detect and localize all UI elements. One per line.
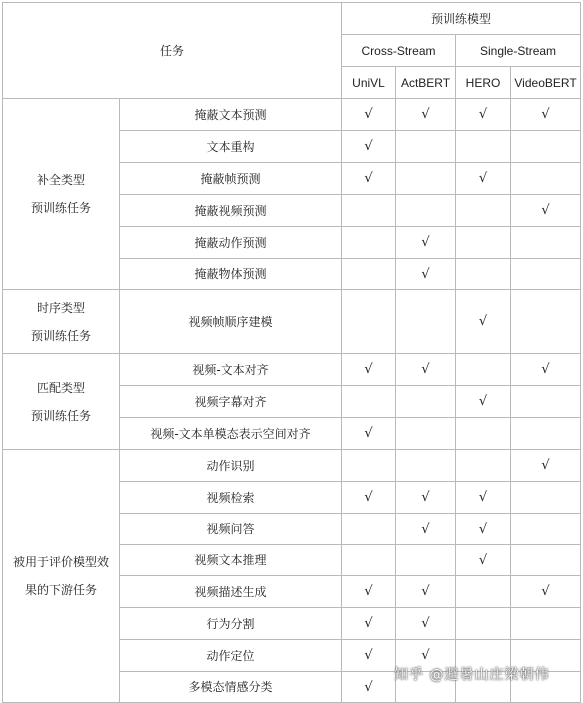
- task-name: 视频文本推理: [120, 545, 342, 576]
- model-header-univl: UniVL: [342, 67, 396, 99]
- cell-univl: [342, 514, 396, 545]
- cell-hero: [456, 514, 511, 545]
- cell-actbert: [396, 290, 456, 354]
- check-mark-icon: √: [364, 616, 373, 631]
- cell-actbert: [396, 514, 456, 545]
- check-mark-icon: √: [421, 584, 430, 599]
- task-name: 视频描述生成: [120, 576, 342, 608]
- task-name: 视频问答: [120, 514, 342, 545]
- check-mark-icon: √: [541, 458, 550, 473]
- pretraining-task-table: [2, 2, 581, 703]
- cell-videobert: [511, 290, 581, 354]
- cell-hero: [456, 608, 511, 640]
- cell-hero: [456, 450, 511, 482]
- cell-univl: [342, 227, 396, 259]
- check-mark-icon: √: [478, 314, 488, 329]
- check-mark-icon: √: [541, 584, 550, 599]
- category-label-line: 预训练任务: [30, 408, 91, 423]
- check-mark-icon: √: [421, 616, 430, 631]
- check-mark-icon: √: [421, 362, 430, 377]
- cell-videobert: [511, 259, 581, 290]
- model-header-actbert: ActBERT: [396, 67, 456, 99]
- category-label: [3, 450, 120, 703]
- cell-actbert: [396, 354, 456, 386]
- cell-univl: [342, 672, 396, 703]
- check-mark-icon: √: [364, 426, 373, 441]
- check-mark-icon: √: [478, 107, 488, 122]
- check-mark-icon: √: [478, 490, 488, 505]
- task-name: 视频字幕对齐: [120, 386, 342, 418]
- cell-videobert: [511, 99, 581, 131]
- cell-videobert: [511, 195, 581, 227]
- task-name: 多模态情感分类: [120, 672, 342, 703]
- category-label-line: 预训练任务: [30, 201, 91, 215]
- category-label-line: 果的下游任务: [24, 583, 97, 597]
- cell-actbert: [396, 259, 456, 290]
- category-label: [3, 290, 120, 354]
- cell-univl: [342, 418, 396, 450]
- cell-videobert: [511, 227, 581, 259]
- cell-videobert: [511, 418, 581, 450]
- cell-univl: [342, 482, 396, 514]
- cell-actbert: [396, 608, 456, 640]
- cell-hero: [456, 290, 511, 354]
- task-name: 动作定位: [120, 640, 342, 672]
- cell-videobert: [511, 545, 581, 576]
- cell-hero: [456, 545, 511, 576]
- task-name: 视频帧顺序建模: [120, 290, 342, 354]
- cell-univl: [342, 99, 396, 131]
- task-name: 动作识别: [120, 450, 342, 482]
- cell-univl: [342, 354, 396, 386]
- check-mark-icon: √: [364, 648, 373, 663]
- single-stream-header: Single-Stream: [456, 35, 581, 67]
- table-row: [3, 450, 581, 482]
- cell-hero: [456, 131, 511, 163]
- task-name: 掩蔽文本预测: [120, 99, 342, 131]
- cell-univl: [342, 450, 396, 482]
- cell-univl: [342, 290, 396, 354]
- task-name: 视频-文本单模态表示空间对齐: [120, 418, 342, 450]
- task-name: 视频检索: [120, 482, 342, 514]
- cell-univl: [342, 386, 396, 418]
- cell-videobert: [511, 576, 581, 608]
- cell-videobert: [511, 514, 581, 545]
- task-name: 视频-文本对齐: [120, 354, 342, 386]
- check-mark-icon: √: [364, 490, 373, 505]
- category-label-line: 时序类型: [36, 300, 85, 315]
- check-mark-icon: √: [478, 171, 488, 186]
- table-row: [3, 99, 581, 131]
- cell-videobert: [511, 482, 581, 514]
- check-mark-icon: √: [364, 107, 373, 122]
- model-header-hero: HERO: [456, 67, 511, 99]
- cell-hero: [456, 99, 511, 131]
- cell-actbert: [396, 450, 456, 482]
- task-header: 任务: [3, 3, 342, 99]
- cell-actbert: [396, 131, 456, 163]
- cell-hero: [456, 576, 511, 608]
- check-mark-icon: √: [541, 203, 550, 218]
- check-mark-icon: √: [364, 362, 373, 377]
- cell-univl: [342, 640, 396, 672]
- check-mark-icon: √: [421, 235, 430, 250]
- task-name: 掩蔽动作预测: [120, 227, 342, 259]
- cell-hero: [456, 195, 511, 227]
- category-label-line: 被用于评价模型效: [12, 555, 109, 569]
- check-mark-icon: √: [478, 552, 488, 568]
- task-name: 掩蔽物体预测: [120, 259, 342, 290]
- task-name: 掩蔽帧预测: [120, 163, 342, 195]
- cell-hero: [456, 386, 511, 418]
- cell-univl: [342, 259, 396, 290]
- check-mark-icon: √: [478, 394, 488, 409]
- cell-hero: [456, 354, 511, 386]
- cell-univl: [342, 576, 396, 608]
- cell-actbert: [396, 418, 456, 450]
- check-mark-icon: √: [478, 521, 488, 537]
- task-name: 行为分割: [120, 608, 342, 640]
- check-mark-icon: √: [541, 107, 550, 122]
- cell-univl: [342, 131, 396, 163]
- cell-actbert: [396, 163, 456, 195]
- cell-videobert: [511, 131, 581, 163]
- pretrained-model-header: 预训练模型: [342, 3, 581, 35]
- cell-videobert: [511, 608, 581, 640]
- check-mark-icon: √: [364, 584, 373, 599]
- cell-videobert: [511, 450, 581, 482]
- cell-actbert: [396, 386, 456, 418]
- cell-hero: [456, 482, 511, 514]
- watermark: 知乎 @避暑山庄梁朝伟: [394, 667, 550, 683]
- check-mark-icon: √: [421, 266, 430, 282]
- cell-actbert: [396, 482, 456, 514]
- check-mark-icon: √: [364, 139, 373, 154]
- cell-videobert: [511, 386, 581, 418]
- cell-univl: [342, 195, 396, 227]
- category-label: [3, 99, 120, 290]
- check-mark-icon: √: [364, 171, 373, 186]
- cell-videobert: [511, 163, 581, 195]
- category-label-line: 预训练任务: [30, 328, 91, 343]
- cell-actbert: [396, 195, 456, 227]
- cell-univl: [342, 163, 396, 195]
- cell-hero: [456, 259, 511, 290]
- check-mark-icon: √: [421, 648, 430, 663]
- model-header-videobert: VideoBERT: [511, 67, 581, 99]
- cell-univl: [342, 545, 396, 576]
- category-label: [3, 354, 120, 450]
- cell-actbert: [396, 99, 456, 131]
- cell-univl: [342, 608, 396, 640]
- cell-hero: [456, 163, 511, 195]
- check-mark-icon: √: [421, 521, 430, 537]
- check-mark-icon: √: [364, 679, 373, 695]
- cell-hero: [456, 418, 511, 450]
- check-mark-icon: √: [421, 490, 430, 505]
- cell-videobert: [511, 354, 581, 386]
- cell-hero: [456, 227, 511, 259]
- category-label-line: 匹配类型: [36, 380, 85, 395]
- cross-stream-header: Cross-Stream: [342, 35, 456, 67]
- cell-actbert: [396, 576, 456, 608]
- table-row: [3, 290, 581, 354]
- cell-actbert: [396, 545, 456, 576]
- task-name: 文本重构: [120, 131, 342, 163]
- check-mark-icon: √: [421, 107, 430, 122]
- cell-actbert: [396, 227, 456, 259]
- task-name: 掩蔽视频预测: [120, 195, 342, 227]
- table-row: [3, 354, 581, 386]
- check-mark-icon: √: [541, 362, 550, 377]
- category-label-line: 补全类型: [36, 173, 85, 187]
